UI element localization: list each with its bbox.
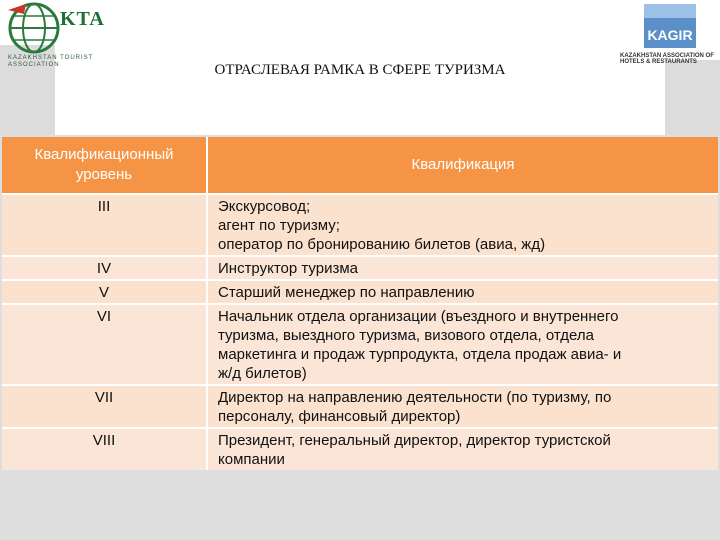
kta-logo <box>2 0 112 70</box>
qualification-table <box>2 137 718 470</box>
qualification-cell <box>207 304 718 385</box>
qualification-cell <box>207 428 718 470</box>
table-body <box>2 194 718 470</box>
building-icon <box>640 0 700 52</box>
level-cell: VII <box>2 385 207 428</box>
qualification-line: Экскурсовод; <box>218 198 311 215</box>
qualification-table-wrapper <box>2 137 718 470</box>
qualification-line: Директор на направлению деятельности (по туризму, по <box>218 389 612 406</box>
globe-icon <box>6 0 62 56</box>
qualification-line: оператор по бронированию билетов (авиа, жд) <box>218 236 546 253</box>
qualification-line: компании <box>218 451 285 468</box>
qualification-line: ж/д билетов) <box>218 365 307 382</box>
level-cell: VIII <box>2 428 207 470</box>
level-cell: V <box>2 280 207 304</box>
kta-subtitle: KAZAKHSTAN TOURIST ASSOCIATION <box>8 55 94 68</box>
table-row <box>2 256 718 280</box>
qualification-line: Президент, генеральный директор, директор туристской <box>218 432 611 449</box>
qualification-line: персоналу, финансовый директор) <box>218 408 461 425</box>
table-header-row <box>2 137 718 194</box>
qualification-line: туризма, выездного туризма, визового отдела, отдела <box>218 327 594 344</box>
level-cell: VI <box>2 304 207 385</box>
qualification-line: маркетинга и продаж турпродукта, отдела продаж авиа- и <box>218 346 622 363</box>
qualification-cell <box>207 385 718 428</box>
level-cell: IV <box>2 256 207 280</box>
qualification-line: Старший менеджер по направлению <box>218 284 475 301</box>
table-row <box>2 385 718 428</box>
qualification-column-header: Квалификация <box>207 137 718 194</box>
table-row <box>2 194 718 256</box>
qualification-cell <box>207 256 718 280</box>
kagir-subtitle: KAZAKHSTAN ASSOCIATION OF HOTELS & RESTAURANTS <box>620 53 714 65</box>
qualification-line: агент по туризму; <box>218 217 340 234</box>
qualification-line: Начальник отдела организации (въездного и внутреннего <box>218 308 619 325</box>
level-cell: III <box>2 194 207 256</box>
kagir-brand: KAGIR <box>647 27 693 43</box>
qualification-cell <box>207 194 718 256</box>
level-column-header: Квалификационный уровень <box>2 137 207 194</box>
table-row <box>2 280 718 304</box>
kta-brand: KTA <box>60 8 105 30</box>
page-title: ОТРАСЛЕВАЯ РАМКА В СФЕРЕ ТУРИЗМА <box>214 62 506 78</box>
table-row <box>2 304 718 385</box>
qualification-line: Инструктор туризма <box>218 260 359 277</box>
table-row <box>2 428 718 470</box>
qualification-cell <box>207 280 718 304</box>
